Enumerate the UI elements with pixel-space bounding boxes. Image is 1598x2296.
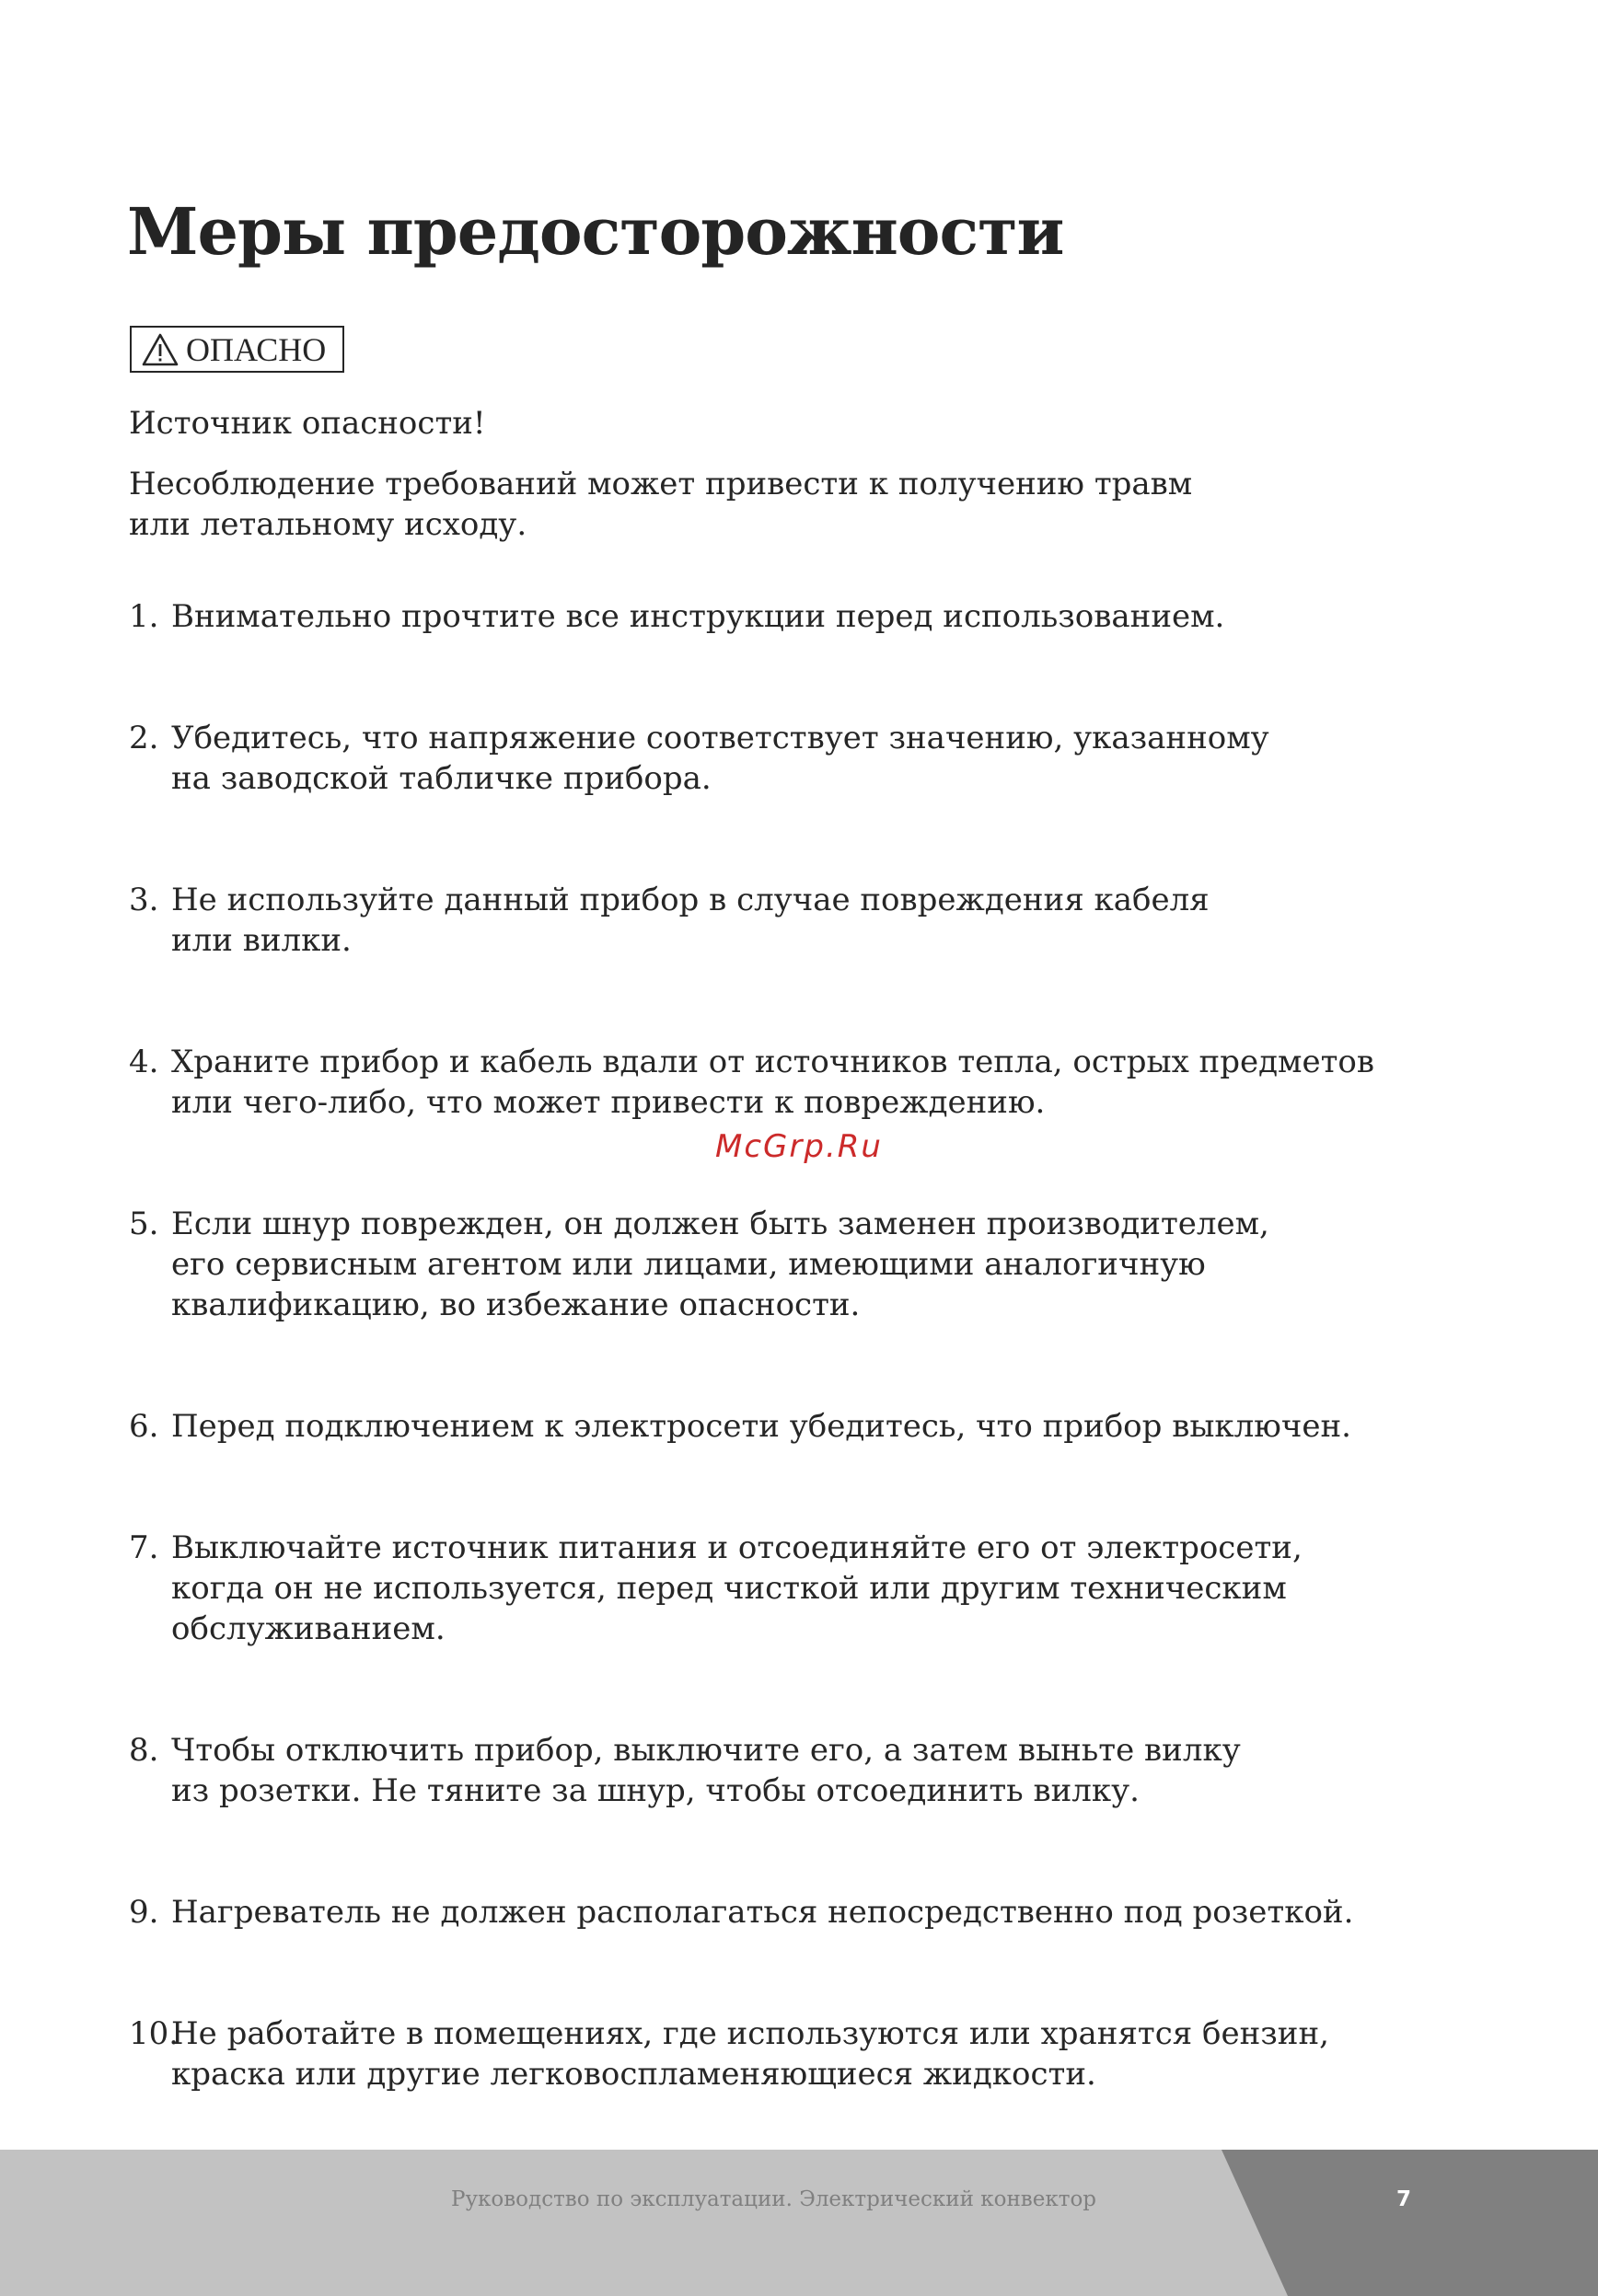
instruction-line: или чего-либо, что может привести к повреждению.	[171, 1084, 1046, 1121]
instruction-line: обслуживанием.	[171, 1610, 446, 1647]
instructions-list	[129, 596, 1491, 2175]
danger-label: ОПАСНО	[186, 330, 327, 368]
page-title: Меры предосторожности	[127, 193, 1064, 270]
instruction-line: когда он не используется, перед чисткой или другим техническим	[171, 1570, 1287, 1607]
instruction-line: на заводской табличке прибора.	[171, 760, 712, 797]
instruction-number: 7.	[129, 1529, 159, 1566]
instruction-line: Чтобы отключить прибор, выключите его, а затем выньте вилку	[171, 1732, 1241, 1769]
instruction-line: Храните прибор и кабель вдали от источников тепла, острых предметов	[171, 1044, 1375, 1080]
instruction-item	[129, 1042, 1491, 1123]
instruction-number: 4.	[129, 1044, 159, 1080]
instruction-item	[129, 718, 1491, 799]
instruction-line: Выключайте источник питания и отсоединяйте его от электросети,	[171, 1529, 1303, 1566]
instruction-item	[129, 1204, 1491, 1325]
instruction-number: 1.	[129, 598, 159, 635]
instruction-line: его сервисным агентом или лицами, имеющими аналогичную	[171, 1246, 1206, 1283]
instruction-line: Внимательно прочтите все инструкции перед использованием.	[171, 598, 1225, 635]
danger-badge	[130, 326, 344, 373]
instruction-item	[129, 2013, 1491, 2094]
instruction-line: квалификацию, во избежание опасности.	[171, 1286, 861, 1323]
instruction-line: Не работайте в помещениях, где используются или хранятся бензин,	[171, 2015, 1329, 2052]
instruction-item	[129, 1406, 1491, 1447]
watermark: McGrp.Ru	[715, 1128, 883, 1165]
instruction-item	[129, 1892, 1491, 1933]
hazard-heading: Источник опасности!	[129, 405, 486, 442]
instruction-number: 9.	[129, 1894, 159, 1931]
warning-triangle-icon	[141, 332, 179, 367]
page-number: 7	[1395, 2187, 1411, 2211]
footer	[0, 2150, 1598, 2296]
instruction-line: краска или другие легковоспламеняющиеся жидкости.	[171, 2056, 1096, 2093]
instruction-line: Нагреватель не должен располагаться непосредственно под розеткой.	[171, 1894, 1354, 1931]
warning-line: или летальному исходу.	[129, 506, 527, 543]
footer-dark-panel	[0, 2150, 1598, 2296]
instruction-number: 10.	[129, 2015, 179, 2052]
instruction-number: 2.	[129, 720, 159, 756]
instruction-line: Перед подключением к электросети убедитесь, что прибор выключен.	[171, 1408, 1351, 1445]
warning-text	[129, 464, 1192, 545]
instruction-item	[129, 1528, 1491, 1649]
instruction-number: 8.	[129, 1732, 159, 1769]
instruction-item	[129, 596, 1491, 637]
warning-line: Несоблюдение требований может привести к получению травм	[129, 466, 1193, 502]
instruction-number: 6.	[129, 1408, 159, 1445]
instruction-line: Если шнур поврежден, он должен быть заменен производителем,	[171, 1206, 1269, 1242]
instruction-line: из розетки. Не тяните за шнур, чтобы отсоединить вилку.	[171, 1772, 1140, 1809]
instruction-line: Не используйте данный прибор в случае повреждения кабеля	[171, 882, 1210, 918]
footer-title: Руководство по эксплуатации. Электрический конвектор	[451, 2187, 1097, 2211]
instruction-item	[129, 1730, 1491, 1811]
instruction-line: или вилки.	[171, 922, 352, 959]
instruction-item	[129, 880, 1491, 961]
instruction-line: Убедитесь, что напряжение соответствует значению, указанному	[171, 720, 1269, 756]
instruction-number: 5.	[129, 1206, 159, 1242]
instruction-number: 3.	[129, 882, 159, 918]
